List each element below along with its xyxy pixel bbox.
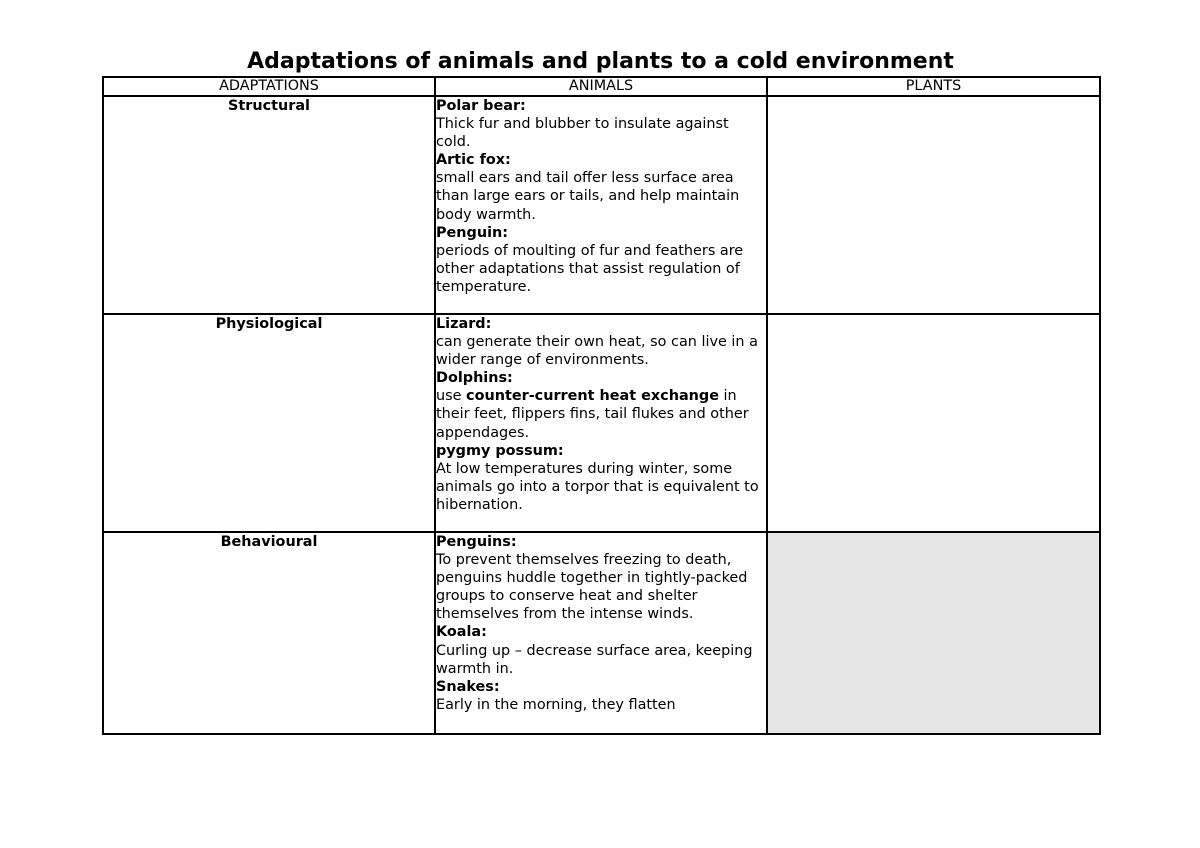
- adaptation-cell: Behavioural: [103, 532, 435, 734]
- animals-cell: [435, 532, 767, 734]
- animal-entry: [436, 533, 766, 623]
- animal-entry: [436, 678, 766, 714]
- adaptation-cell: Physiological: [103, 314, 435, 532]
- table-header-row: [103, 77, 1100, 96]
- table-row-behavioural: [103, 532, 1100, 734]
- animal-name: Lizard:: [436, 316, 492, 332]
- animal-description: [436, 387, 766, 441]
- header-adaptations: ADAPTATIONS: [103, 77, 435, 96]
- desc-text-after: in their feet, flippers fins, tail flukes and other appendages.: [436, 388, 749, 441]
- animals-cell: [435, 96, 767, 314]
- table-row-physiological: [103, 314, 1100, 532]
- animal-name: Polar bear:: [436, 98, 526, 114]
- table-row-structural: [103, 96, 1100, 314]
- animal-name: Dolphins:: [436, 370, 513, 387]
- desc-text-bold: counter-current heat exchange: [466, 388, 719, 405]
- animal-name: Penguins:: [436, 534, 517, 550]
- header-plants: PLANTS: [767, 77, 1100, 96]
- document-title: Adaptations of animals and plants to a cold environment: [247, 49, 954, 74]
- animal-name: Artic fox:: [436, 152, 511, 169]
- animal-entry: [436, 623, 766, 677]
- animal-entry: [436, 151, 766, 223]
- adaptation-cell: Structural: [103, 96, 435, 314]
- animal-description: Early in the morning, they flatten: [436, 696, 676, 713]
- animal-description: can generate their own heat, so can live in a wider range of environments.: [436, 334, 758, 369]
- animals-cell: [435, 314, 767, 532]
- animal-entry: [436, 369, 766, 441]
- animal-description: periods of moulting of fur and feathers are other adaptations that assist regulation of temperature.: [436, 242, 744, 295]
- animal-entry: [436, 442, 766, 514]
- animal-name: Koala:: [436, 624, 487, 641]
- plants-cell-shaded: [767, 532, 1100, 734]
- animal-description: Curling up – decrease surface area, keeping warmth in.: [436, 642, 753, 677]
- animal-description: Thick fur and blubber to insulate against cold.: [436, 116, 729, 151]
- animal-description: small ears and tail offer less surface area than large ears or tails, and help maintain body warmth.: [436, 170, 740, 223]
- desc-text-before: use: [436, 388, 467, 405]
- animal-entry: [436, 224, 766, 296]
- plants-cell: [767, 314, 1100, 532]
- animal-name: Penguin:: [436, 224, 509, 241]
- animal-entry: [436, 97, 766, 151]
- adaptations-table: [102, 76, 1101, 735]
- header-animals: ANIMALS: [435, 77, 767, 96]
- animal-name: pygmy possum:: [436, 442, 564, 459]
- animal-entry: [436, 315, 766, 369]
- animal-description: At low temperatures during winter, some animals go into a torpor that is equivalent to hibernation.: [436, 460, 759, 513]
- animal-name: Snakes:: [436, 678, 500, 695]
- animal-description: To prevent themselves freezing to death, penguins huddle together in tightly-packed groups to conserve heat and shelter themselves from the intense winds.: [436, 552, 748, 623]
- plants-cell: [767, 96, 1100, 314]
